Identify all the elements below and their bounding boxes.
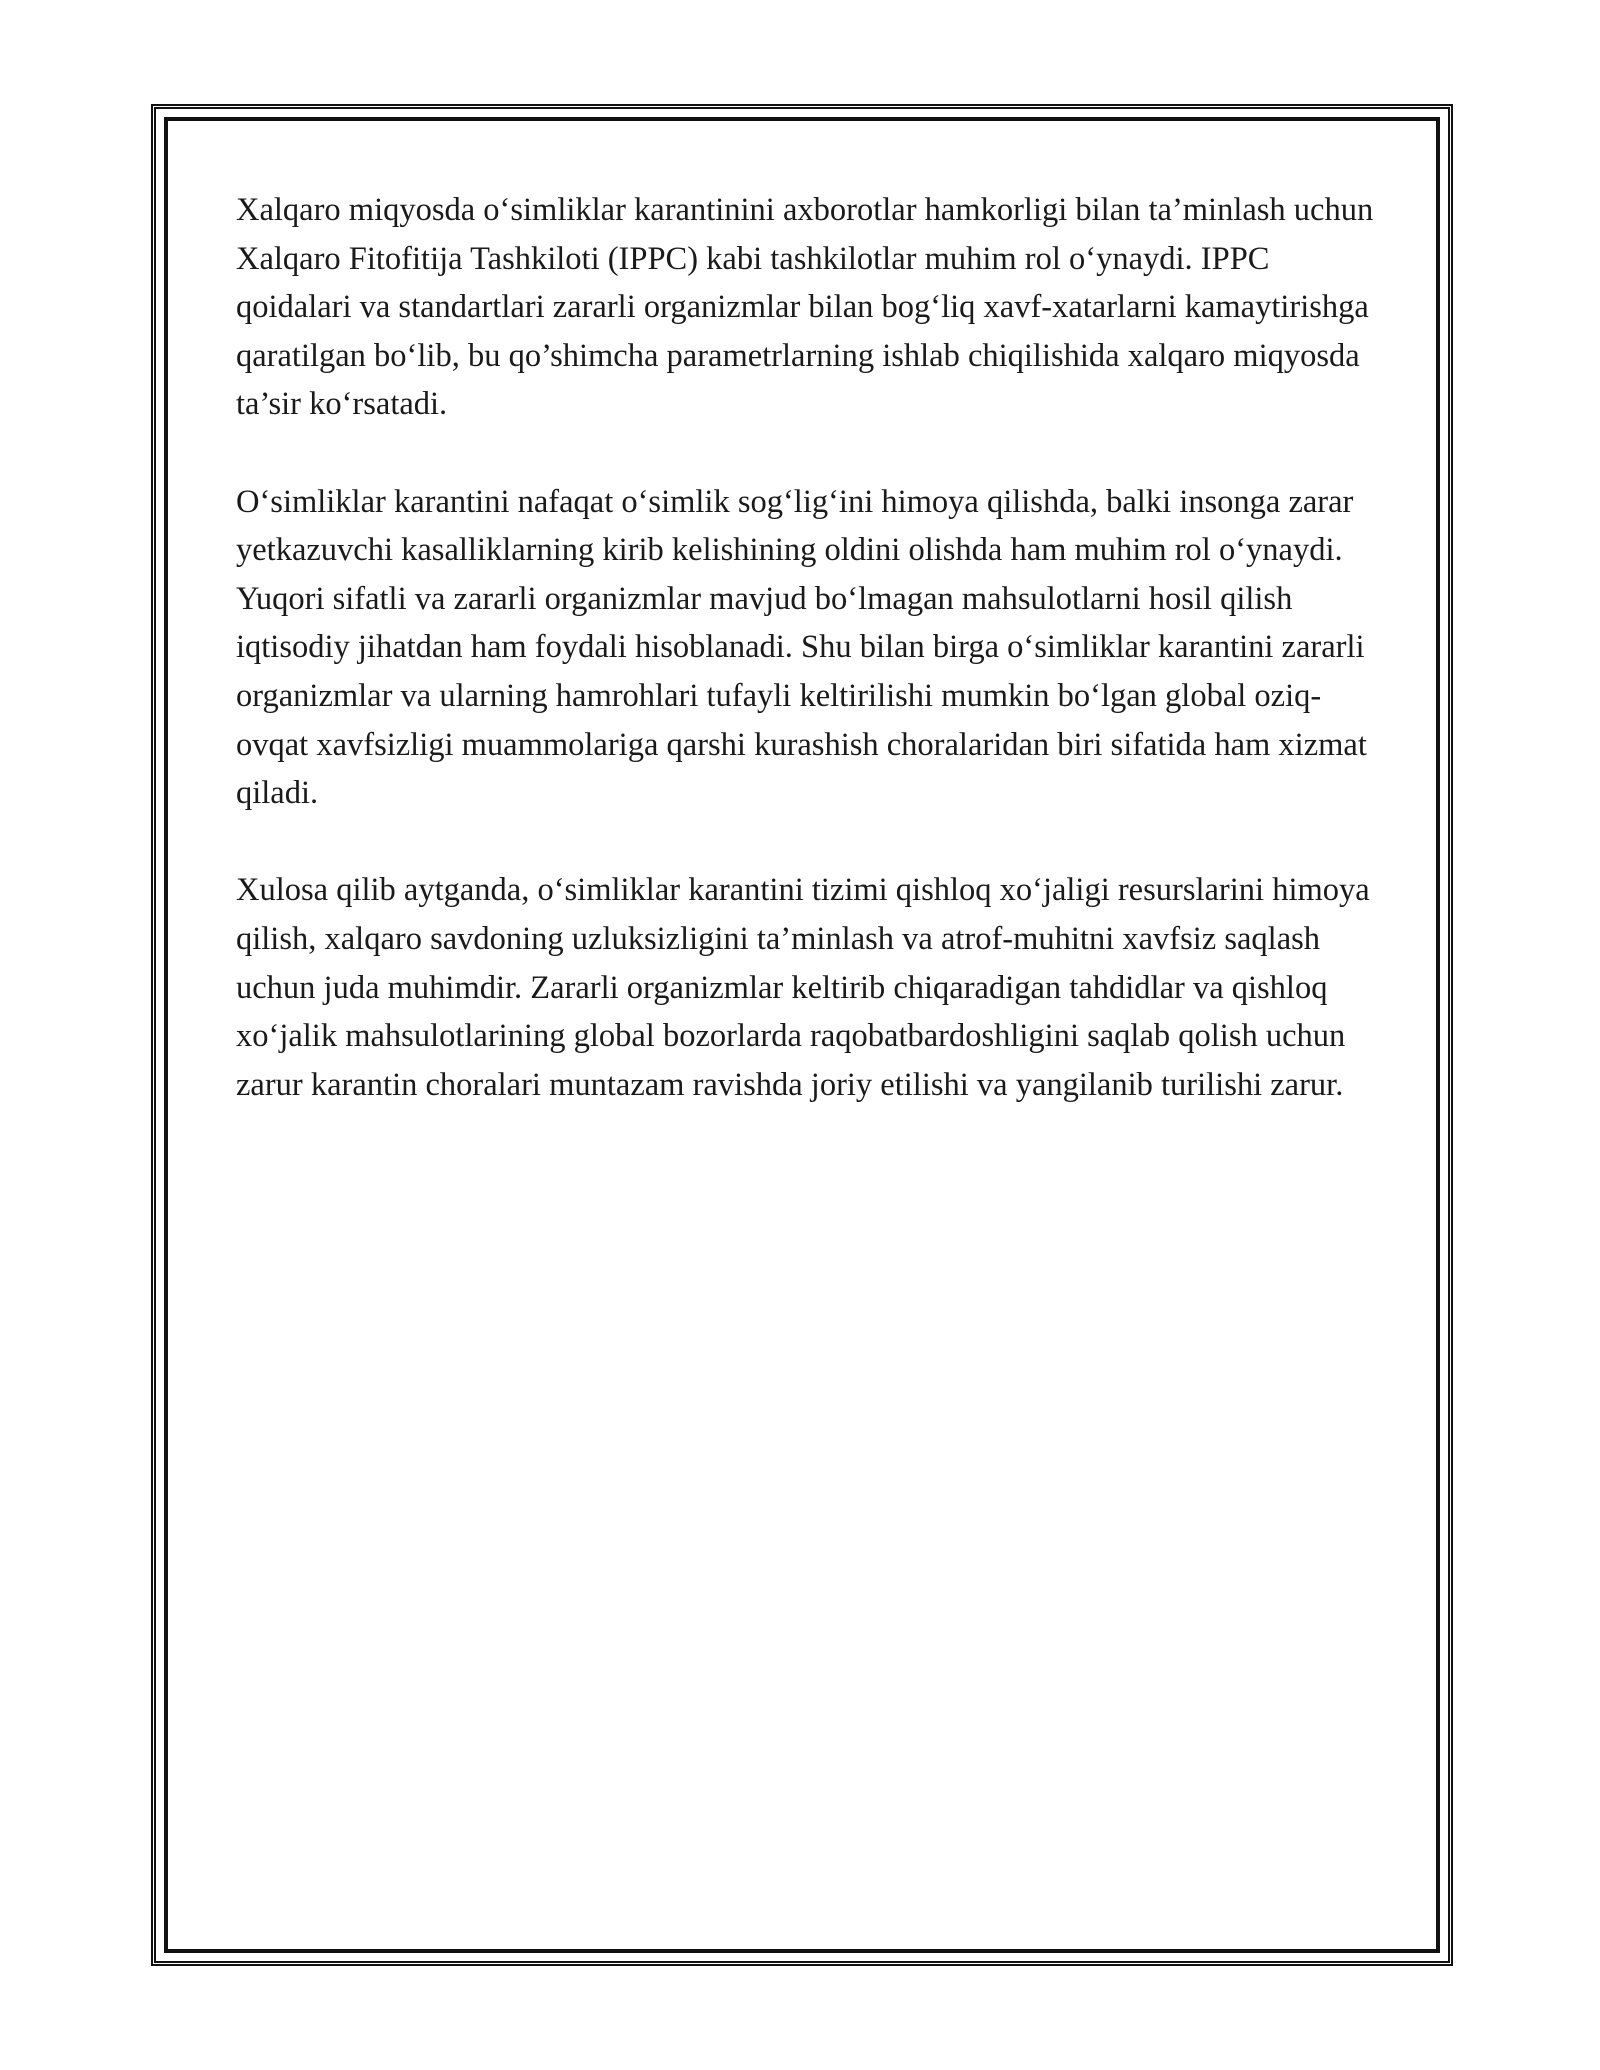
document-body	[236, 186, 1376, 1158]
paragraph-plant-health: O‘simliklar karantini nafaqat o‘simlik sog‘lig‘ini himoya qilishda, balki insonga zarar yetkazuvchi kasalliklarning kirib kelishining oldini olishda ham muhim rol o‘ynaydi. Yuqori sifatli va zararli organizmlar mavjud bo‘lmagan mahsulotlarni hosil qilish iqtisodiy jihatdan ham foydali hisoblanadi. Shu bilan birga o‘simliklar karantini zararli organizmlar va ularning hamrohlari tufayli keltirilishi mumkin bo‘lgan global oziq-ovqat xavfsizligi muammolariga qarshi kurashish choralaridan biri sifatida ham xizmat qiladi.	[236, 483, 1367, 812]
paragraph-ippc: Xalqaro miqyosda o‘simliklar karantinini axborotlar hamkorligi bilan ta’minlash uchun Xalqaro Fitofitija Tashkiloti (IPPC) kabi tashkilotlar muhim rol o‘ynaydi. IPPC qoidalari va standartlari zararli organizmlar bilan bog‘liq xavf-xatarlarni kamaytirishga qaratilgan bo‘lib, bu qo’shimcha parametrlarning ishlab chiqilishida xalqaro miqyosda ta’sir ko‘rsatadi.	[236, 192, 1374, 423]
paragraph-conclusion: Xulosa qilib aytganda, o‘simliklar karantini tizimi qishloq xo‘jaligi resurslarini himoya qilish, xalqaro savdoning uzluksizligini ta’minlash va atrof-muhitni xavfsiz saqlash uchun juda muhimdir. Zararli organizmlar keltirib chiqaradigan tahdidlar va qishloq xo‘jalik mahsulotlarining global bozorlarda raqobatbardoshligini saqlab qolish uchun zarur karantin choralari muntazam ravishda joriy etilishi va yangilanib turilishi zarur.	[236, 872, 1370, 1103]
